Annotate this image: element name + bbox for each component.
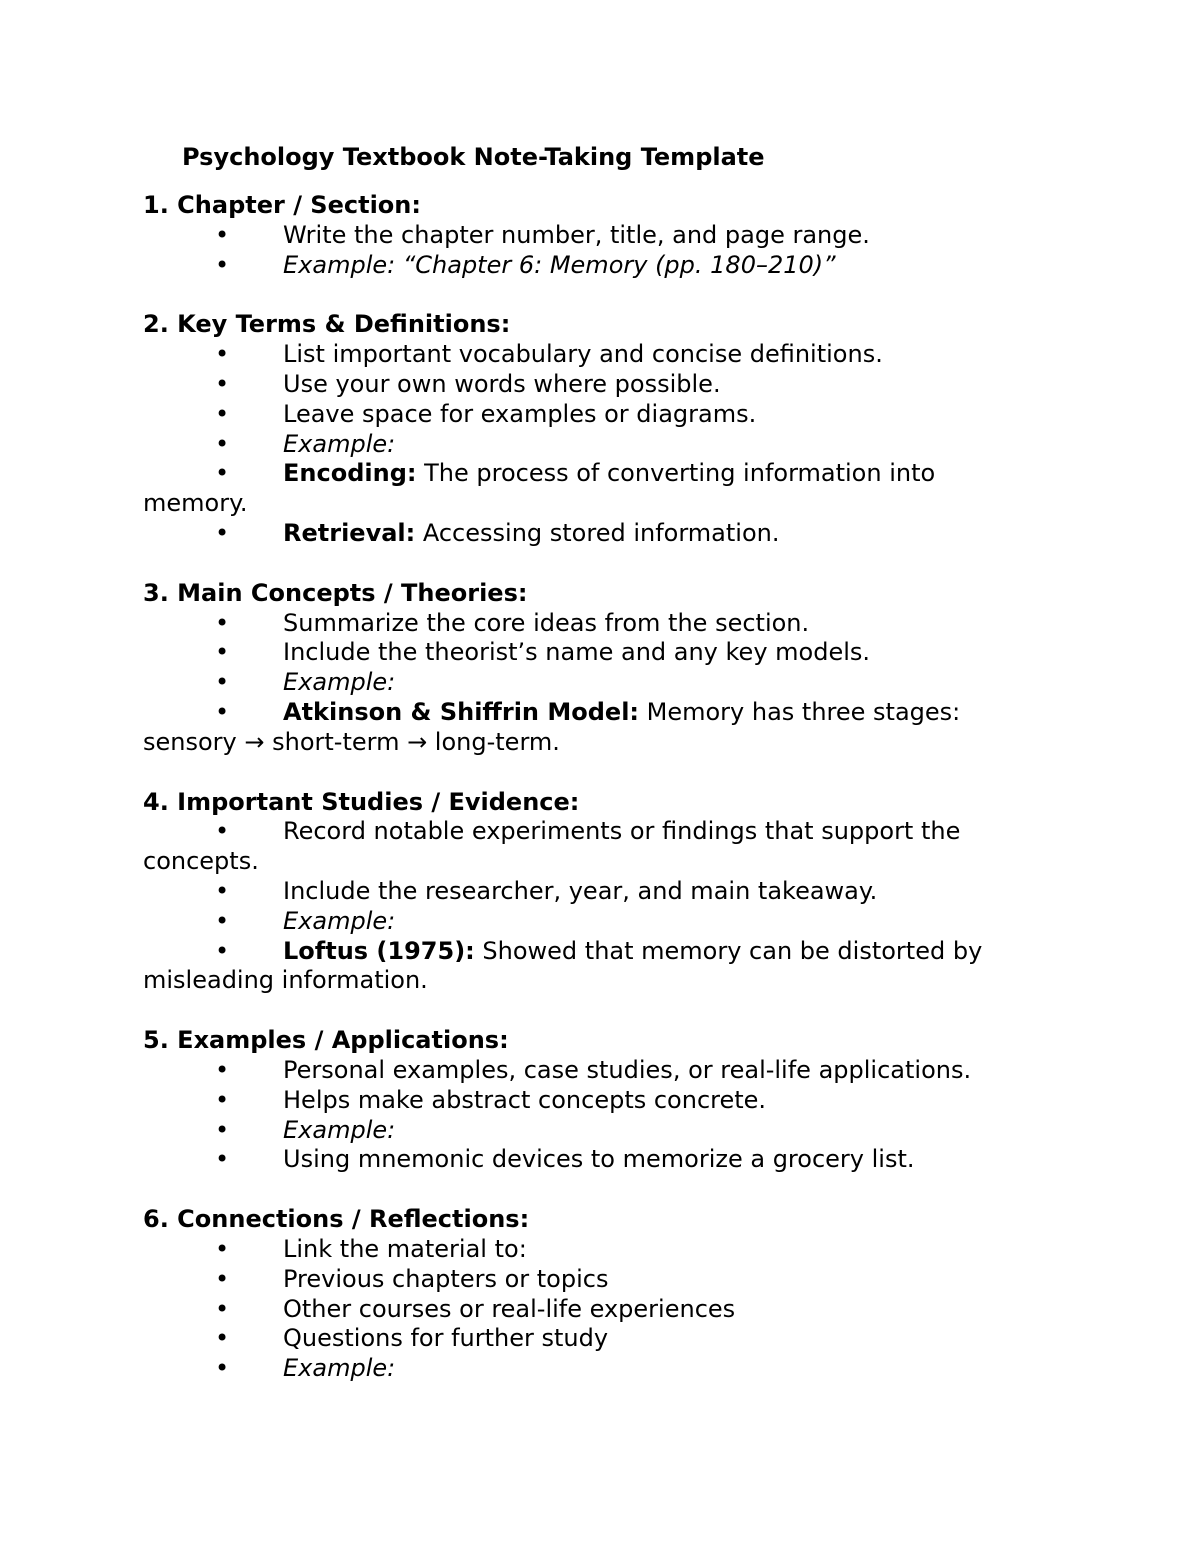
- list-item: • Other courses or real-life experiences: [215, 1294, 736, 1323]
- bullet-icon: •: [215, 1264, 230, 1293]
- list-item: • Leave space for examples or diagrams.: [215, 399, 757, 428]
- term-label: Loftus (1975):: [283, 936, 475, 965]
- list-item: • Link the material to:: [215, 1234, 527, 1263]
- list-item: • Personal examples, case studies, or real-life applications.: [215, 1055, 972, 1084]
- list-item: • Atkinson & Shiffrin Model: Memory has three stages: sensory → short-term → long-term.: [143, 697, 961, 756]
- list-item: • Questions for further study: [215, 1324, 609, 1353]
- list-item: • Record notable experiments or findings that support the concepts.: [143, 817, 961, 876]
- bullet-icon: •: [215, 369, 230, 398]
- bullet-icon: •: [215, 817, 230, 846]
- section-main-concepts: [143, 579, 1043, 758]
- list-item: • Example:: [215, 906, 396, 935]
- section-heading: 6. Connections / Reflections:: [143, 1205, 530, 1234]
- bullet-icon: •: [215, 429, 230, 458]
- list-item: • Write the chapter number, title, and page range.: [215, 220, 870, 249]
- bullet-list: [143, 817, 1043, 996]
- section-connections-reflections: [143, 1205, 1043, 1384]
- document-page: [143, 139, 1043, 1414]
- bullet-icon: •: [215, 250, 230, 279]
- bullet-icon: •: [215, 876, 230, 905]
- term-label: Encoding:: [283, 459, 417, 488]
- bullet-icon: •: [215, 1085, 230, 1114]
- bullet-list: [143, 609, 1043, 758]
- bullet-list: [143, 221, 1043, 281]
- bullet-icon: •: [215, 518, 230, 547]
- bullet-icon: •: [215, 399, 230, 428]
- section-chapter: [143, 191, 1043, 280]
- list-item: • Example:: [215, 668, 396, 697]
- list-item: • Example:: [215, 429, 396, 458]
- bullet-icon: •: [215, 1145, 230, 1174]
- list-item: • Using mnemonic devices to memorize a grocery list.: [215, 1145, 915, 1174]
- list-item: • Include the theorist’s name and any key models.: [215, 638, 871, 667]
- bullet-icon: •: [215, 1354, 230, 1383]
- bullet-icon: •: [215, 1294, 230, 1323]
- bullet-icon: •: [215, 1324, 230, 1353]
- bullet-icon: •: [215, 638, 230, 667]
- list-item: • Summarize the core ideas from the section.: [215, 608, 810, 637]
- bullet-list: [143, 1056, 1043, 1175]
- list-item: • Example:: [215, 1115, 396, 1144]
- section-examples-applications: [143, 1026, 1043, 1175]
- list-item: • Retrieval: Accessing stored information.: [215, 518, 780, 547]
- section-heading: 3. Main Concepts / Theories:: [143, 578, 528, 607]
- section-heading: 1. Chapter / Section:: [143, 191, 421, 219]
- list-item: • List important vocabulary and concise definitions.: [215, 340, 883, 369]
- bullet-icon: •: [215, 668, 230, 697]
- list-item: • Example:: [215, 1354, 396, 1383]
- bullet-icon: •: [215, 906, 230, 935]
- term-label: Retrieval:: [283, 518, 416, 547]
- bullet-icon: •: [215, 220, 230, 249]
- document-title: Psychology Textbook Note-Taking Template: [182, 143, 765, 171]
- section-heading: 5. Examples / Applications:: [143, 1026, 509, 1055]
- bullet-icon: •: [215, 697, 230, 726]
- list-item: • Encoding: The process of converting information into memory.: [143, 459, 936, 518]
- section-heading: 4. Important Studies / Evidence:: [143, 787, 580, 816]
- bullet-list: [143, 340, 1043, 549]
- bullet-icon: •: [215, 936, 230, 965]
- bullet-icon: •: [215, 608, 230, 637]
- term-label: Atkinson & Shiffrin Model:: [283, 697, 640, 726]
- list-item: • Helps make abstract concepts concrete.: [215, 1085, 767, 1114]
- list-item: • Include the researcher, year, and main takeaway.: [215, 876, 878, 905]
- bullet-list: [143, 1235, 1043, 1384]
- section-heading: 2. Key Terms & Definitions:: [143, 310, 511, 339]
- list-item: • Loftus (1975): Showed that memory can be distorted by misleading information.: [143, 936, 983, 995]
- bullet-icon: •: [215, 459, 230, 488]
- bullet-icon: •: [215, 340, 230, 369]
- list-item: • Use your own words where possible.: [215, 369, 721, 398]
- list-item: • Example: “Chapter 6: Memory (pp. 180–210)”: [215, 250, 836, 279]
- section-key-terms: [143, 310, 1043, 548]
- section-important-studies: [143, 788, 1043, 997]
- bullet-icon: •: [215, 1115, 230, 1144]
- bullet-icon: •: [215, 1055, 230, 1084]
- bullet-icon: •: [215, 1234, 230, 1263]
- list-item: • Previous chapters or topics: [215, 1264, 609, 1293]
